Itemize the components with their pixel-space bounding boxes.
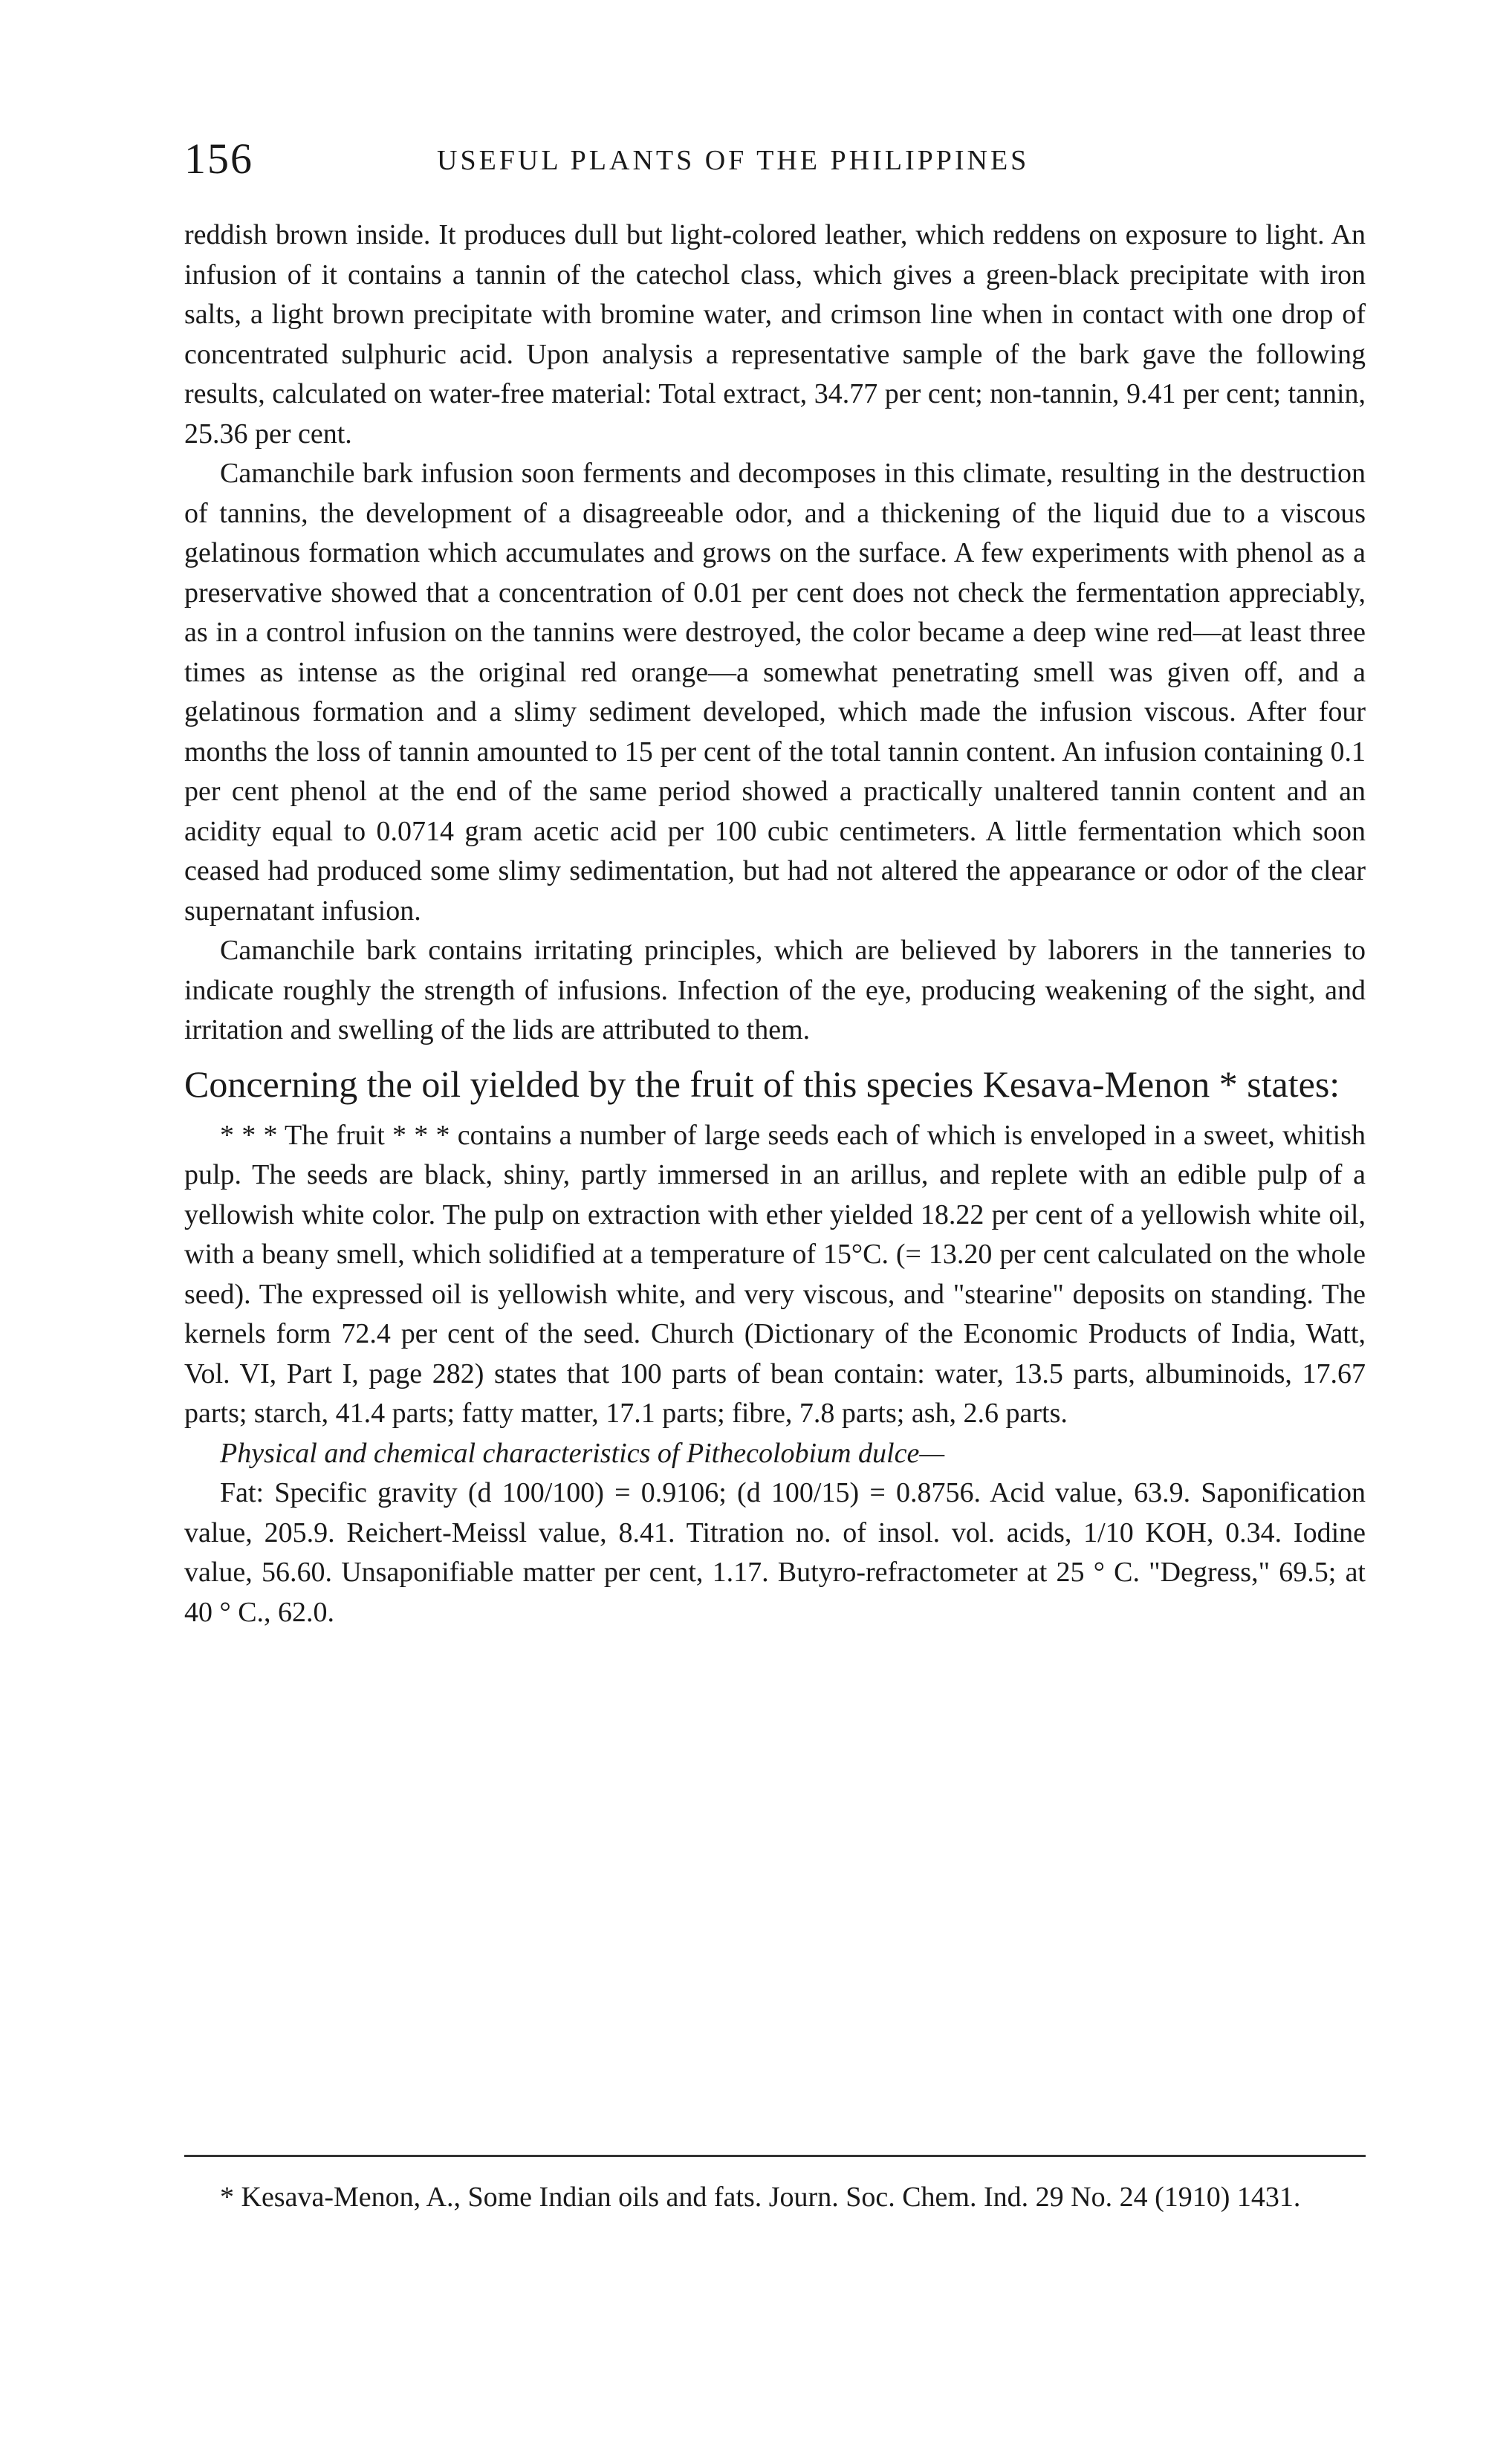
footnote-divider: [184, 2155, 1366, 2157]
running-title: USEFUL PLANTS OF THE PHILIPPINES: [437, 145, 1030, 176]
body-text: [184, 215, 1366, 1632]
lead-sentence: Concerning the oil yielded by the fruit of this species Kesava-Menon * states:: [184, 1063, 1340, 1105]
quoted-passage: * * * The fruit * * * contains a number of large seeds each of which is enveloped in a sweet, whitish pulp. The seeds are black, shiny, partly immersed in an arillus, and replete with an edible pulp of a yellowish white color. The pulp on extraction with ether yielded 18.22 per cent of a yellowish white oil, with a beany smell, which solidified at a temperature of 15°C. (= 13.20 per cent calculated on the whole seed). The expressed oil is yellowish white, and very viscous, and "stearine" deposits on standing. The kernels form 72.4 per cent of the seed. Church (Dictionary of the Economic Products of India, Watt, Vol. VI, Part I, page 282) states that 100 parts of bean contain: water, 13.5 parts, albuminoids, 17.67 parts; starch, 41.4 parts; fatty matter, 17.1 parts; fibre, 7.8 parts; ash, 2.6 parts.: [184, 1119, 1366, 1429]
paragraph-fermentation: Camanchile bark infusion soon ferments and decomposes in this climate, resulting in the destruction of tannins, the development of a disagreeable odor, and a thickening of the liquid due to a viscous gelatinous formation which accumulates and grows on the surface. A few experiments with phenol as a preservative showed that a concentration of 0.01 per cent does not check the fermentation appreciably, as in a control infusion on the tannins were destroyed, the color became a deep wine red—at least three times as intense as the original red orange—a somewhat penetrating smell was given off, and a gelatinous formation and a slimy sediment developed, which made the infusion viscous. After four months the loss of tannin amounted to 15 per cent of the total tannin content. An infusion containing 0.1 per cent phenol at the end of the same period showed a practically unaltered tannin content and an acidity equal to 0.0714 gram acetic acid per 100 cubic centimeters. A little fermentation which soon ceased had produced some slimy sedimentation, but had not altered the appearance or odor of the clear supernatant infusion.: [184, 458, 1366, 927]
footnote-text: * Kesava-Menon, A., Some Indian oils and fats. Journ. Soc. Chem. Ind. 29 No. 24 (1910) 1431.: [220, 2182, 1301, 2213]
page-number: 156: [184, 134, 253, 183]
paragraph-continued: reddish brown inside. It produces dull but light-colored leather, which reddens on exposure to light. An infusion of it contains a tannin of the catechol class, which gives a green-black precipitate with iron salts, a light brown precipitate with bromine water, and crimson line when in contact with one drop of concentrated sulphuric acid. Upon analysis a representative sample of the bark gave the following results, calculated on water-free material: Total extract, 34.77 per cent; non-tannin, 9.41 per cent; tannin, 25.36 per cent.: [184, 219, 1366, 450]
fat-characteristics: Fat: Specific gravity (d 100/100) = 0.9106; (d 100/15) = 0.8756. Acid value, 63.9. Saponification value, 205.9. Reichert-Meissl value, 8.41. Titration no. of insol. vol. acids, 1/10 KOH, 0.34. Iodine value, 56.60. Unsaponifiable matter per cent, 1.17. Butyro-refractometer at 25 ° C. "Degress," 69.5; at 40 ° C., 62.0.: [184, 1477, 1366, 1628]
page-header: [184, 134, 1366, 186]
footnote: [184, 2177, 1366, 2217]
characteristics-subhead: Physical and chemical characteristics of Pithecolobium dulce—: [220, 1437, 945, 1469]
paragraph-irritating-principles: Camanchile bark contains irritating principles, which are believed by laborers in the tanneries to indicate roughly the strength of infusions. Infection of the eye, producing weakening of the sight, and irritation and swelling of the lids are attributed to them.: [184, 935, 1366, 1045]
